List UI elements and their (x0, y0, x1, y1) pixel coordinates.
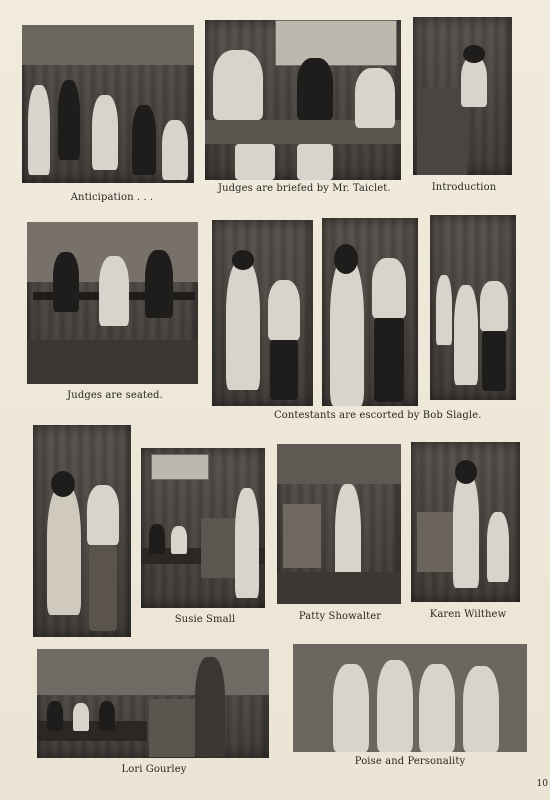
photo-lori-gourley (37, 649, 269, 758)
photo-escort-1 (212, 220, 313, 406)
photo-anticipation (22, 25, 194, 183)
caption-contestants-escorted: Contestants are escorted by Bob Slagle. (274, 410, 482, 421)
caption-karen-wilthew: Karen Wilthew (429, 609, 507, 620)
photo-judges-briefed (205, 20, 401, 180)
page-number: 10 (536, 779, 548, 789)
photo-introduction (413, 17, 512, 175)
photo-pair (33, 425, 131, 637)
caption-introduction: Introduction (431, 182, 497, 193)
photo-patty-showalter (277, 444, 401, 604)
photo-poise-personality (293, 644, 527, 752)
caption-lori-gourley: Lori Gourley (121, 764, 187, 775)
photo-karen-wilthew (411, 442, 520, 602)
caption-poise-personality: Poise and Personality (354, 756, 466, 767)
caption-judges-seated: Judges are seated. (67, 390, 163, 401)
photo-judges-seated (27, 222, 198, 384)
photo-escort-3 (430, 215, 516, 400)
caption-susie-small: Susie Small (174, 614, 236, 625)
caption-anticipation: Anticipation . . . (70, 192, 154, 203)
caption-patty-showalter: Patty Showalter (298, 611, 382, 622)
photo-escort-2 (322, 218, 418, 406)
photo-susie-small (141, 448, 265, 608)
caption-judges-briefed: Judges are briefed by Mr. Taiclet. (218, 183, 391, 194)
